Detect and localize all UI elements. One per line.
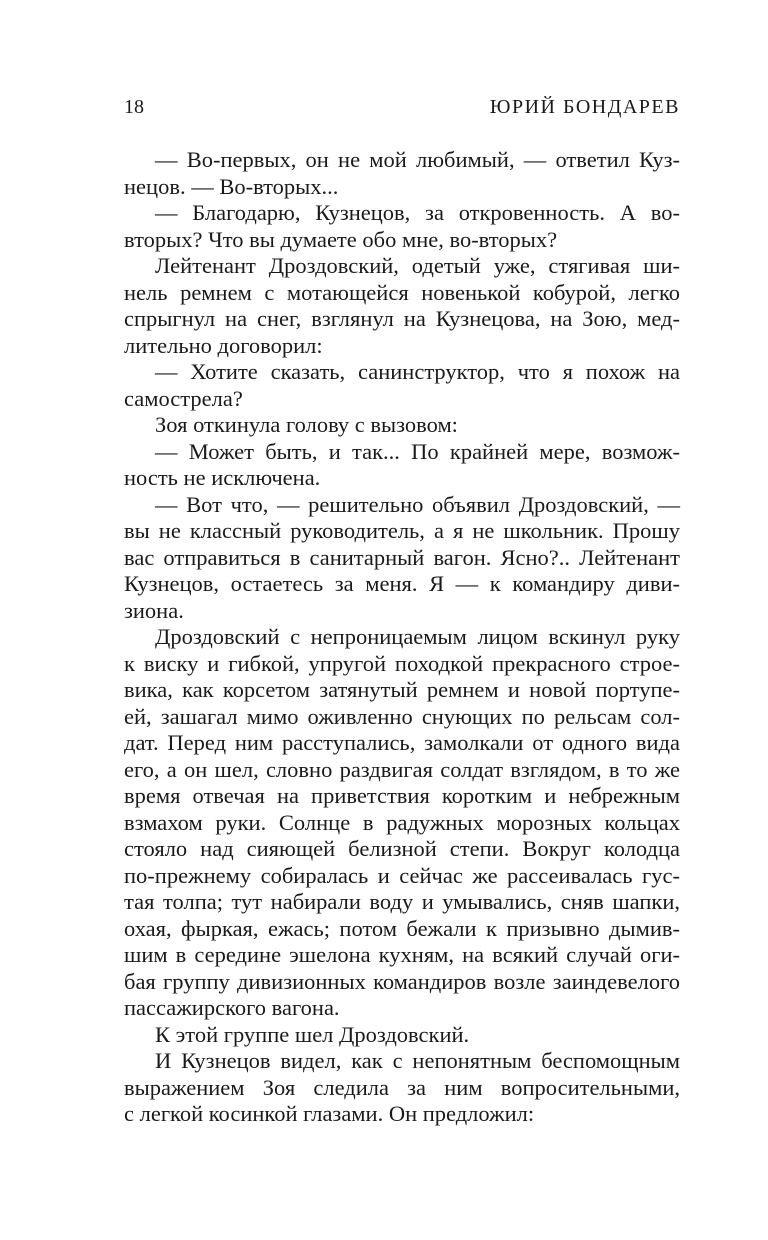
- running-head-author: ЮРИЙ БОНДАРЕВ: [489, 96, 680, 118]
- text-line: лительно договорил:: [124, 332, 323, 358]
- text-line: Кузнецов, остаетесь за меня. Я — к командиру диви-: [124, 571, 680, 596]
- text-line: нецов. — Во-вторых...: [124, 173, 339, 199]
- text-line: И Кузнецов видел, как с непонятным беспомощным: [155, 1048, 680, 1073]
- text-line: время отвечая на приветствия коротким и небрежным: [124, 783, 680, 808]
- text-line: тая толпа; тут набирали воду и умывались, сняв шапки,: [124, 889, 680, 914]
- text-line: охая, фыркая, ежась; потом бежали к призывно дымив-: [124, 915, 680, 941]
- text-line: Зоя откинула голову с вызовом:: [155, 412, 458, 437]
- text-line: вторых? Что вы думаете обо мне, во-вторых?: [124, 226, 558, 252]
- text-line: его, а он шел, словно раздвигая солдат взглядом, в то же: [124, 756, 680, 782]
- text-line: — Может быть, и так... По крайней мере, возмож-: [155, 438, 680, 464]
- text-line: — Хотите сказать, санинструктор, что я похож на: [155, 359, 680, 384]
- text-line: зиона.: [124, 597, 184, 623]
- text-line: стояло над сияющей белизной степи. Вокруг колодца: [124, 836, 680, 861]
- text-line: шим в середине эшелона кухням, на всякий случай оги-: [124, 942, 680, 967]
- body-text: [124, 147, 680, 1128]
- text-line: ей, зашагал мимо оживленно снующих по рельсам сол-: [124, 703, 680, 729]
- page-header: [124, 92, 680, 122]
- text-line: выражением Зоя следила за ним вопросительными,: [124, 1074, 680, 1100]
- page-number: 18: [124, 96, 144, 118]
- text-line: нель ремнем с мотающейся новенькой кобурой, легко: [124, 279, 680, 305]
- text-line: Лейтенант Дроздовский, одетый уже, стягивая ши-: [155, 253, 680, 278]
- text-line: самострела?: [124, 385, 243, 411]
- text-line: вы не классный руководитель, а я не школьник. Прошу: [124, 518, 680, 543]
- text-line: К этой группе шел Дроздовский.: [155, 1021, 470, 1047]
- text-line: ность не исключена.: [124, 465, 321, 490]
- text-line: вика, как корсетом затянутый ремнем и новой портупе-: [124, 677, 680, 702]
- text-line: спрыгнул на снег, взглянул на Кузнецова, на Зою, мед-: [124, 306, 680, 331]
- text-line: с легкой косинкой глазами. Он предложил:: [124, 1101, 535, 1126]
- text-line: дат. Перед ним расступались, замолкали от одного вида: [124, 730, 680, 755]
- text-line: — Благодарю, Кузнецов, за откровенность. А во-: [155, 200, 680, 225]
- text-line: Дроздовский с непроницаемым лицом вскинул руку: [155, 624, 680, 649]
- text-line: — Во-первых, он не мой любимый, — ответил Куз-: [155, 147, 680, 172]
- text-line: пассажирского вагона.: [124, 995, 340, 1020]
- text-line: по-прежнему собиралась и сейчас же рассеивалась гус-: [124, 862, 680, 888]
- text-line: вас отправиться в санитарный вагон. Ясно?.. Лейтенант: [124, 544, 680, 570]
- text-line: к виску и гибкой, упругой походкой прекрасного строе-: [124, 650, 680, 676]
- text-line: — Вот что, — решительно объявил Дроздовский, —: [155, 491, 680, 517]
- text-line: бая группу дивизионных командиров возле заиндевелого: [124, 968, 680, 994]
- book-page: [124, 92, 680, 1128]
- text-line: взмахом руки. Солнце в радужных морозных кольцах: [124, 809, 680, 835]
